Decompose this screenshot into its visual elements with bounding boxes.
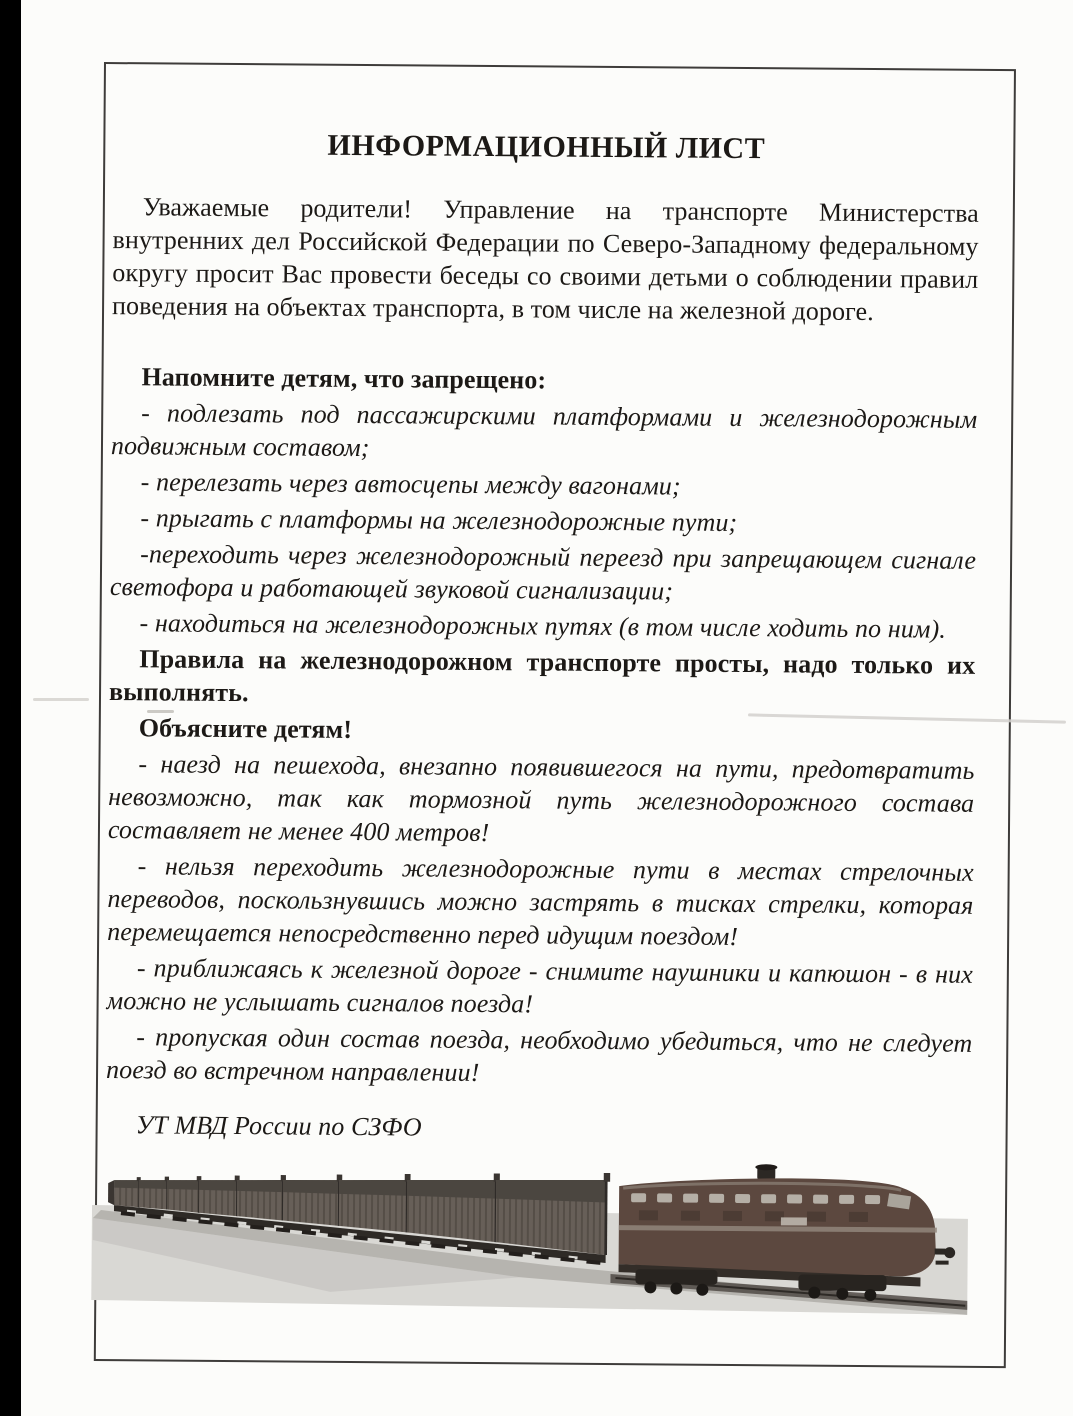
signature-line: УТ МВД России по СЗФО	[135, 1110, 422, 1142]
explain-item: - приближаясь к железной дороге - снимите наушники и капюшон - в них можно не услышать сигналов поезда!	[106, 953, 973, 1019]
document-page	[94, 62, 1016, 1368]
train-photo	[90, 1158, 971, 1317]
pencil-mark	[147, 710, 174, 713]
reminder-heading: Напомните детям, что запрещено:	[141, 362, 547, 395]
explain-item: - наезд на пешехода, внезапно появившегося на пути, предотвратить невозможно, так как тормозной путь железнодорожного состава составляет не менее 400 метров!	[107, 749, 975, 848]
scanner-edge-artifact	[0, 0, 21, 1416]
prohibited-item: - прыгать с платформы на железнодорожные пути;	[140, 503, 738, 537]
prohibited-item: -переходить через железнодорожный переезд при запрещающем сигнале светофора и работающей звуковой сигнализации;	[109, 539, 977, 606]
rules-statement: Правила на железнодорожном транспорте просты, надо только их выполнять.	[108, 644, 976, 708]
train-photo-svg	[90, 1158, 971, 1317]
explain-heading: Объясните детям!	[138, 713, 353, 744]
intro-paragraph: Уважаемые родители! Управление на транспорте Министерства внутренних дел Российской Федерации по Северо-Западному федеральному округу просит Вас провести беседы со своими детьми о соблюдении правил поведения на объектах транспорта, в том числе на железной дороге.	[111, 192, 979, 327]
page-title: ИНФОРМАЦИОННЫЙ ЛИСТ	[327, 128, 766, 166]
prohibited-item: - находиться на железнодорожных путях (в том числе ходить по ним).	[139, 608, 947, 644]
explain-item: - нельзя переходить железнодорожные пути в местах стрелочных переводов, поскользнувшись можно застрять в тисках стрелки, которая перемещается непосредственно перед идущим поездом!	[107, 851, 974, 952]
explain-item: - пропуская один состав поезда, необходимо убедиться, что не следует поезд во встречном направлении!	[105, 1022, 973, 1087]
prohibited-item: - подлезать под пассажирскими платформами и железнодорожным подвижным составом;	[110, 398, 978, 463]
paper-crease-left	[33, 698, 89, 701]
prohibited-item: - перелезать через автосцепы между вагонами;	[140, 467, 681, 501]
